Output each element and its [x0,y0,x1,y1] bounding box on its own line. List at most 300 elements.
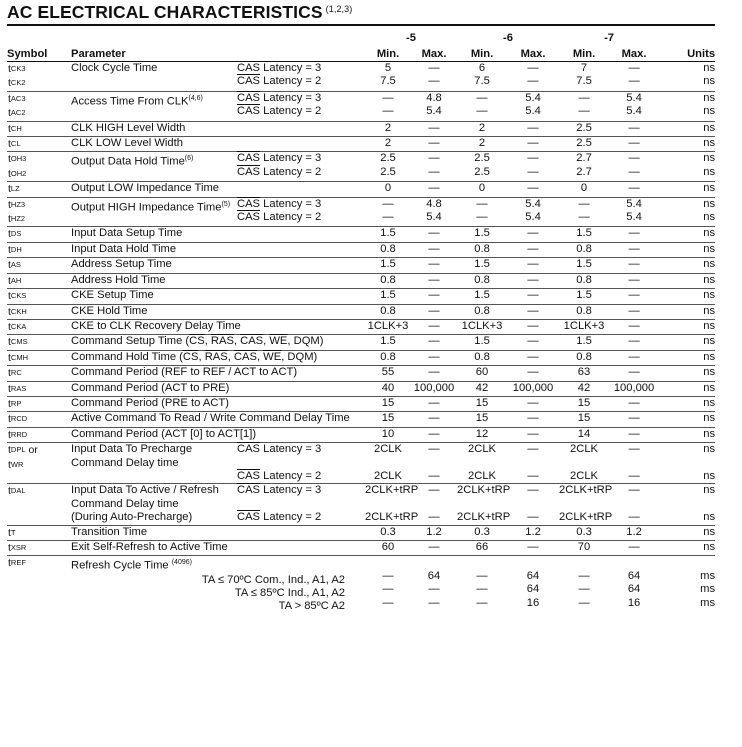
symbol-text: tCK3 [8,63,26,75]
value-text: 1.5 [474,335,490,348]
value-text: 0.3 [576,525,592,538]
value-text: 2.5 [576,121,592,134]
value-cell [507,443,559,484]
value-text: 15 [381,412,395,425]
parameter-cell [71,289,365,304]
symbol-cell [7,335,71,350]
value-text: — [428,227,440,240]
value-text: — [527,304,539,317]
spacer [365,457,411,470]
parameter-cell [71,541,365,556]
parameter-cell [71,396,365,411]
table-row [7,381,715,396]
value-cell [365,152,411,182]
unit-text: ns [703,525,716,538]
value-text: 70 [577,541,591,553]
value-text: 15 [475,396,489,409]
value-text: 0.8 [576,350,592,363]
value-text: — [428,242,440,255]
parameter-text: (During Auto-Precharge) [71,511,193,524]
symbol-cell [7,525,71,540]
parameter-text: Exit Self-Refresh to Active Time [71,541,228,553]
parameter-text: CKE to CLK Recovery Delay Time [71,319,241,332]
units-cell [659,443,715,484]
unit-text: ns [703,427,716,440]
spacer [507,556,559,569]
condition-text [237,457,365,470]
parameter-text: Refresh Cycle Time $^{(4096)}$ [71,559,192,573]
value-text: 0.8 [576,273,592,286]
symbol-cell [7,62,71,92]
value-text: 40 [381,381,395,394]
value-text: — [428,366,440,379]
value-cell [457,396,507,411]
unit-text: ns [703,62,716,74]
value-text: — [428,121,440,134]
value-text: 15 [381,396,395,409]
table-row [7,350,715,365]
col-units: Units [659,45,715,62]
value-cell [457,91,507,121]
value-text: — [628,412,640,425]
spacer [559,457,609,470]
value-cell [507,273,559,288]
value-text: — [428,319,440,332]
value-text: 2CLK+tRP [365,511,419,524]
col-parameter: Parameter [71,45,365,62]
value-text: — [527,289,539,302]
table-row [7,152,715,182]
value-cell [507,381,559,396]
value-cell [609,525,659,540]
spacer [411,556,457,569]
symbol-cell [7,366,71,381]
value-cell [609,258,659,273]
parameter-text: Output HIGH Impedance Time$^{(5)}$ [71,200,231,214]
symbol-text: tDPL or [8,444,38,457]
unit-text: ns [703,165,716,178]
value-cell [507,197,559,227]
value-cell [609,152,659,182]
value-cell [559,62,609,92]
value-cell [365,258,411,273]
unit-text: ns [703,319,716,332]
value-text: 16 [526,596,540,609]
value-text: 60 [475,366,489,379]
value-cell [411,289,457,304]
value-text: 1.5 [380,335,396,348]
value-cell [507,412,559,427]
value-cell [457,319,507,334]
value-cell [609,484,659,525]
symbol-text: tOH2 [8,167,27,180]
value-cell [411,91,457,121]
value-cell [457,412,507,427]
value-cell [507,366,559,381]
value-cell [609,289,659,304]
unit-text: ns [703,443,716,456]
value-text: 7.5 [380,75,396,88]
value-text: — [628,304,640,317]
grade-6: -6 [503,31,513,44]
value-text: — [628,137,640,150]
symbol-cell [7,152,71,182]
condition-cell [237,62,365,92]
unit-text: ns [703,396,716,409]
value-cell [411,556,457,614]
value-text: 2CLK+tRP [457,484,511,497]
symbol-text: tRP [8,397,22,410]
value-cell [365,443,411,484]
symbol-text: tCL [8,138,21,151]
condition-text: $\overline{CAS}$ Latency = 2 [237,105,322,118]
value-cell [365,396,411,411]
value-cell [457,427,507,442]
value-cell [507,121,559,136]
value-cell [609,412,659,427]
value-text: — [428,137,440,150]
table-title [7,2,352,23]
value-text: 5.4 [626,91,642,104]
value-cell [559,396,609,411]
value-cell [507,227,559,242]
value-cell [411,258,457,273]
value-text: 0.8 [380,242,396,255]
value-cell [507,556,559,614]
units-cell [659,197,715,227]
table-row [7,443,715,484]
unit-text: ns [703,258,716,271]
parameter-cell [71,137,365,152]
value-cell [365,182,411,197]
table-row [7,556,715,614]
value-text: — [527,484,539,497]
title-rule [7,24,715,26]
spacer [507,498,559,511]
value-text: — [428,258,440,271]
value-cell [365,412,411,427]
value-cell [559,197,609,227]
unit-text: ns [703,91,716,104]
value-text: — [428,304,440,317]
value-text: 5 [384,62,392,74]
value-cell [559,304,609,319]
value-text: 2 [384,137,392,150]
value-cell [559,412,609,427]
value-cell [365,227,411,242]
value-cell [365,366,411,381]
value-text: 2CLK+tRP [365,484,419,497]
value-text: — [628,182,640,195]
unit-text: ns [703,182,716,195]
value-cell [457,541,507,556]
condition-text [237,498,365,511]
condition-cell [237,91,365,121]
value-cell [609,427,659,442]
units-cell [659,350,715,365]
value-text: 1.5 [576,289,592,302]
value-text: 1CLK+3 [563,319,605,332]
value-cell [365,556,411,614]
value-text: 15 [475,412,489,425]
value-cell [609,62,659,92]
value-text: 5.4 [426,105,442,118]
table-row [7,121,715,136]
symbol-cell [7,197,71,227]
value-text: 1CLK+3 [461,319,503,332]
value-text: — [428,396,440,409]
value-text: 1.2 [626,525,642,538]
value-text: 63 [577,366,591,379]
value-text: — [578,569,590,582]
symbol-text: tCKA [8,320,27,333]
symbol-text: tAH [8,274,22,287]
units-cell [659,152,715,182]
value-text: 2CLK [374,443,402,456]
value-cell [457,258,507,273]
value-cell [507,242,559,257]
units-cell [659,62,715,92]
symbol-text: tCKH [8,305,27,318]
value-cell [411,366,457,381]
value-text: 2CLK+tRP [559,484,613,497]
parameter-cell [71,525,365,540]
parameter-text: Access Time From CLK$^{(4,6)}$ [71,94,203,108]
value-text: — [628,469,640,482]
parameter-text: Address Setup Time [71,258,172,271]
value-cell [411,541,457,556]
unit-text: ns [703,412,716,425]
units-cell [659,304,715,319]
value-cell [609,121,659,136]
value-text: 2CLK [570,469,599,482]
value-text: — [628,121,640,134]
value-cell [507,258,559,273]
value-cell [365,273,411,288]
value-text: — [628,335,640,348]
value-text: 14 [577,427,591,440]
spacer [457,498,507,511]
symbol-text: tAC2 [8,107,26,120]
unit-text: ns [703,511,716,524]
value-cell [507,319,559,334]
value-cell [559,227,609,242]
unit-text: ns [703,350,716,363]
value-text: 2.7 [576,165,592,178]
value-text: — [527,182,539,195]
value-text: — [527,427,539,440]
symbol-text: tAC3 [8,92,26,105]
value-cell [559,273,609,288]
symbol-cell [7,443,71,484]
value-text: 0.8 [474,350,490,363]
symbol-text: tRC [8,367,22,380]
value-cell [365,304,411,319]
condition-text: $\overline{CAS}$ Latency = 3 [237,152,322,165]
value-text: 2.7 [576,152,592,165]
spacer [659,556,715,569]
value-text: 1.5 [474,227,490,240]
parameter-cell [71,427,365,442]
symbol-text: tOH3 [8,153,27,166]
value-text: 2 [478,137,486,150]
col-max: Max. [411,45,457,62]
value-text: 2 [478,121,486,134]
value-text: — [428,273,440,286]
symbol-cell [7,289,71,304]
parameter-text: CLK LOW Level Width [71,137,183,150]
value-text: — [578,197,590,210]
value-cell [411,242,457,257]
col-min: Min. [559,45,609,62]
condition-text: $\overline{CAS}$ Latency = 3 [237,484,322,497]
value-text: 0.8 [380,304,396,317]
table-row [7,182,715,197]
units-cell [659,541,715,556]
table-row [7,273,715,288]
value-text: 2CLK [374,469,402,482]
value-cell [609,197,659,227]
value-cell [507,427,559,442]
unit-text: ns [703,381,716,394]
value-cell [609,91,659,121]
value-text: 0 [384,182,392,195]
value-cell [457,304,507,319]
value-text: — [578,596,590,609]
value-text: — [628,273,640,286]
units-cell [659,381,715,396]
value-cell [609,556,659,614]
units-cell [659,182,715,197]
value-cell [411,273,457,288]
table-row [7,289,715,304]
parameter-text: CKE Hold Time [71,304,148,317]
value-cell [559,541,609,556]
parameter-text: Command Delay time [71,497,179,510]
temperature-condition: TA ≤ 70ºC Com., Ind., A1, A2 [201,573,345,586]
unit-text: ns [703,469,716,482]
parameter-text: Clock Cycle Time [71,62,158,74]
parameter-cell [71,319,365,334]
table-row [7,304,715,319]
col-min: Min. [457,45,507,62]
value-text: 16 [627,596,641,609]
unit-text: ms [700,583,716,596]
spacer [659,498,715,511]
condition-text: $\overline{CAS}$ Latency = 2 [237,511,322,524]
table-row [7,412,715,427]
value-text: — [428,541,440,553]
symbol-text: tRCD [8,413,28,426]
value-text: — [476,105,488,118]
value-cell [609,227,659,242]
unit-text: ns [703,152,716,165]
parameter-text: Command Period (ACT [0] to ACT[1]) [71,427,257,440]
value-text: — [476,583,488,596]
value-cell [507,62,559,92]
unit-text: ns [703,105,716,118]
value-text: 0.8 [474,304,490,317]
value-cell [457,525,507,540]
value-cell [609,273,659,288]
parameter-text: CLK HIGH Level Width [71,121,186,134]
spacer [365,498,411,511]
value-text: 2CLK [570,443,599,456]
value-text: — [578,211,590,224]
value-text: 1.5 [474,289,490,302]
value-text: 5.4 [525,197,541,210]
table-row [7,366,715,381]
value-text: — [628,511,640,524]
value-text: 15 [577,412,591,425]
symbol-text: tRRD [8,428,28,441]
value-text: 2CLK [468,469,497,482]
value-text: 0.3 [380,525,396,538]
value-cell [365,335,411,350]
value-text: 64 [627,583,641,596]
parameter-text: Command Hold Time ($\overline{CS}$, $\overline{RAS}$, $\overline{CAS}$, $\overline{WE}$, DQM) [71,350,318,363]
value-text: 42 [475,381,489,394]
grade-7: -7 [604,31,615,44]
value-cell [507,541,559,556]
value-cell [365,289,411,304]
value-text: — [382,211,394,224]
value-text: — [382,596,394,609]
value-cell [365,427,411,442]
value-text: — [476,569,488,582]
value-cell [609,182,659,197]
parameter-text: Command Period (PRE to ACT) [71,396,229,409]
parameter-cell [71,484,237,525]
value-text: — [428,511,440,524]
parameter-text: Transition Time [71,525,148,538]
value-text: 2CLK [468,443,497,456]
parameter-cell [71,350,365,365]
condition-text: $\overline{CAS}$ Latency = 3 [237,91,322,104]
value-cell [507,289,559,304]
parameter-text: Input Data Hold Time [71,242,177,255]
value-cell [411,319,457,334]
table-row [7,197,715,227]
unit-text: ms [700,569,716,582]
value-text: 0.8 [576,304,592,317]
symbol-cell [7,381,71,396]
value-cell [507,350,559,365]
symbol-cell [7,121,71,136]
value-cell [457,335,507,350]
spacer [609,556,659,569]
value-text: 10 [381,427,395,440]
value-text: — [428,596,440,609]
value-text: — [428,583,440,596]
value-text: 1.5 [380,227,396,240]
value-cell [411,182,457,197]
symbol-text: tXSR [8,542,27,554]
units-cell [659,525,715,540]
parameter-cell [71,227,365,242]
spacer [457,556,507,569]
value-text: — [382,583,394,596]
units-cell [659,91,715,121]
value-text: — [628,366,640,379]
symbol-text: tCMS [8,336,28,349]
value-cell [365,62,411,92]
symbol-cell [7,182,71,197]
value-text: 1.5 [380,258,396,271]
unit-text: ns [703,121,716,134]
value-cell [457,242,507,257]
value-cell [507,396,559,411]
